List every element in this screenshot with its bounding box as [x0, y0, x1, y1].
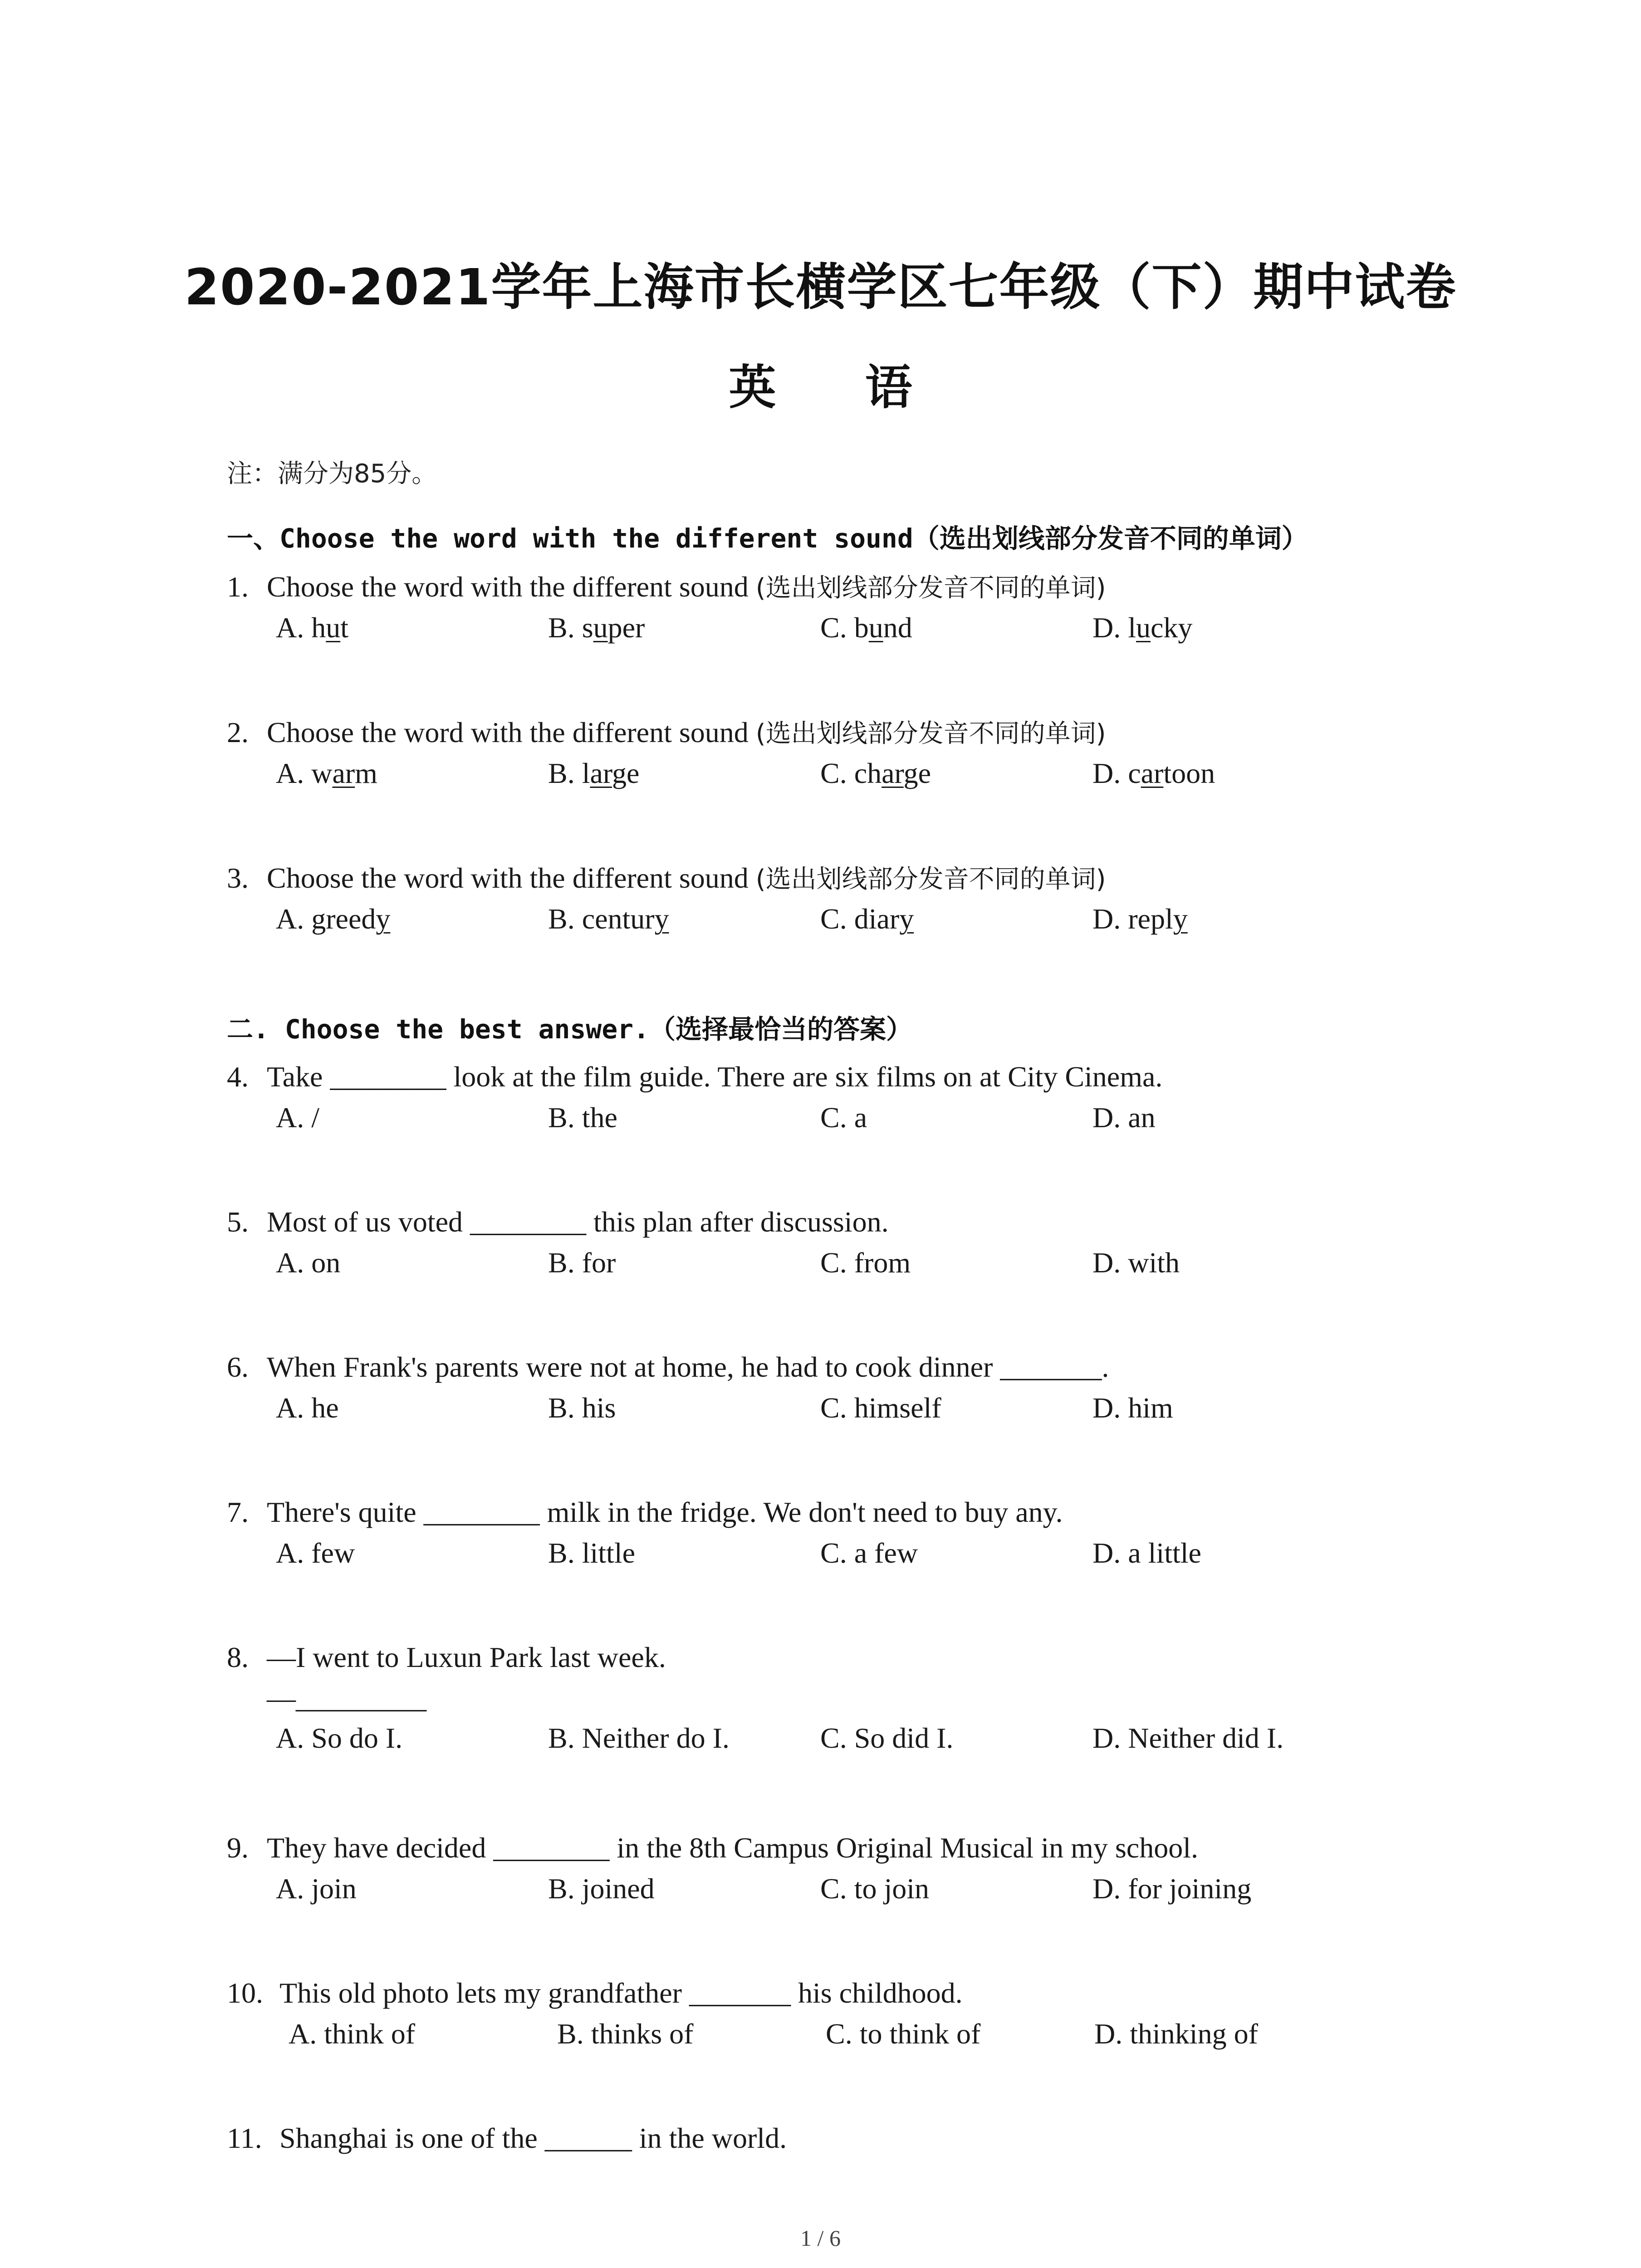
question-number: 11.: [227, 2122, 262, 2154]
question-stem-cn: (选出划线部分发音不同的单词): [755, 719, 1106, 748]
option-d[interactable]: D. him: [1092, 1392, 1173, 1424]
question-number: 3.: [227, 862, 249, 894]
option-c[interactable]: C. to join: [820, 1872, 930, 1905]
option-d[interactable]: D. cartoon: [1092, 757, 1215, 789]
option-c[interactable]: C. bund: [820, 611, 912, 644]
option-c[interactable]: C. to think of: [826, 2018, 981, 2050]
option-a[interactable]: A. on: [276, 1246, 341, 1279]
option-a[interactable]: A. he: [276, 1392, 339, 1424]
option-c[interactable]: C. charge: [820, 757, 931, 789]
question-5: [227, 1207, 1497, 1289]
option-b[interactable]: B. his: [548, 1392, 616, 1424]
page-number: 1 / 6: [800, 2225, 841, 2251]
option-a[interactable]: A. greedy: [276, 903, 391, 935]
option-d[interactable]: D. thinking of: [1094, 2018, 1258, 2050]
question-stem: This old photo lets my grandfather _______ his childhood.: [279, 1977, 963, 2009]
option-c[interactable]: C. himself: [820, 1392, 941, 1424]
option-b[interactable]: B. joined: [548, 1872, 655, 1905]
question-stem: —I went to Luxun Park last week.: [267, 1641, 666, 1673]
option-c[interactable]: C. from: [820, 1246, 911, 1279]
question-11: [227, 2124, 1497, 2165]
exam-title: 2020-2021学年上海市长横学区七年级（下）期中试卷: [184, 258, 1457, 316]
section-1-heading: [227, 517, 1308, 555]
question-stem: Choose the word with the different sound: [267, 571, 749, 603]
question-stem: When Frank's parents were not at home, he had to cook dinner _______.: [267, 1351, 1109, 1383]
option-b[interactable]: B. the: [548, 1101, 617, 1134]
option-a[interactable]: A. So do I.: [276, 1722, 403, 1754]
score-note: 注：满分为85分。: [227, 459, 437, 489]
question-number: 6.: [227, 1351, 249, 1383]
option-d[interactable]: D. an: [1092, 1101, 1156, 1134]
option-b[interactable]: B. super: [548, 611, 645, 644]
question-stem: Take ________ look at the film guide. There are six films on at City Cinema.: [267, 1061, 1163, 1093]
option-d[interactable]: D. lucky: [1092, 611, 1193, 644]
question-stem-cn: (选出划线部分发音不同的单词): [755, 865, 1106, 894]
question-stem-cn: (选出划线部分发音不同的单词): [755, 573, 1106, 603]
question-stem: Choose the word with the different sound: [267, 716, 749, 748]
option-c[interactable]: C. diary: [820, 903, 914, 935]
option-a[interactable]: A. think of: [289, 2018, 416, 2050]
option-b[interactable]: B. Neither do I.: [548, 1722, 730, 1754]
response-blank: —_________: [267, 1682, 426, 1714]
section-2-heading-en: 二. Choose the best answer.: [227, 1014, 649, 1045]
question-8: [227, 1643, 1497, 1765]
question-stem: There's quite ________ milk in the fridge. We don't need to buy any.: [267, 1496, 1063, 1528]
question-4: [227, 1062, 1497, 1144]
section-1-heading-en: 一、Choose the word with the different sound: [227, 523, 913, 554]
question-stem: Choose the word with the different sound: [267, 862, 749, 894]
question-1: [227, 572, 1497, 654]
question-number: 5.: [227, 1206, 249, 1238]
option-b[interactable]: B. large: [548, 757, 640, 789]
option-d[interactable]: D. Neither did I.: [1092, 1722, 1284, 1754]
question-stem: Most of us voted ________ this plan after discussion.: [267, 1206, 889, 1238]
question-10: [227, 1979, 1497, 2060]
question-9: [227, 1833, 1497, 1915]
option-b[interactable]: B. for: [548, 1246, 616, 1279]
question-number: 2.: [227, 716, 249, 748]
question-number: 8.: [227, 1641, 249, 1673]
option-b[interactable]: B. century: [548, 903, 669, 935]
option-c[interactable]: C. a few: [820, 1537, 918, 1569]
option-a[interactable]: A. /: [276, 1101, 319, 1134]
option-a[interactable]: A. join: [276, 1872, 357, 1905]
section-1-heading-cn: （选出划线部分发音不同的单词）: [913, 523, 1308, 554]
option-a[interactable]: A. warm: [276, 757, 377, 789]
option-c[interactable]: C. a: [820, 1101, 867, 1134]
question-number: 9.: [227, 1832, 249, 1864]
option-d[interactable]: D. with: [1092, 1246, 1180, 1279]
option-a[interactable]: A. hut: [276, 611, 348, 644]
option-d[interactable]: D. for joining: [1092, 1872, 1252, 1905]
question-7: [227, 1498, 1497, 1579]
question-stem: They have decided ________ in the 8th Campus Original Musical in my school.: [267, 1832, 1198, 1864]
question-number: 1.: [227, 571, 249, 603]
section-2-heading: [227, 1008, 912, 1046]
subject-title: 英 语: [729, 360, 949, 415]
section-2-heading-cn: （选择最恰当的答案）: [649, 1014, 912, 1045]
question-number: 10.: [227, 1977, 263, 2009]
question-2: [227, 718, 1497, 800]
option-b[interactable]: B. little: [548, 1537, 635, 1569]
question-number: 4.: [227, 1061, 249, 1093]
question-number: 7.: [227, 1496, 249, 1528]
question-3: [227, 864, 1497, 945]
option-a[interactable]: A. few: [276, 1537, 355, 1569]
question-6: [227, 1353, 1497, 1434]
option-b[interactable]: B. thinks of: [557, 2018, 694, 2050]
option-d[interactable]: D. reply: [1092, 903, 1188, 935]
option-c[interactable]: C. So did I.: [820, 1722, 954, 1754]
question-stem: Shanghai is one of the ______ in the world.: [279, 2122, 787, 2154]
option-d[interactable]: D. a little: [1092, 1537, 1201, 1569]
